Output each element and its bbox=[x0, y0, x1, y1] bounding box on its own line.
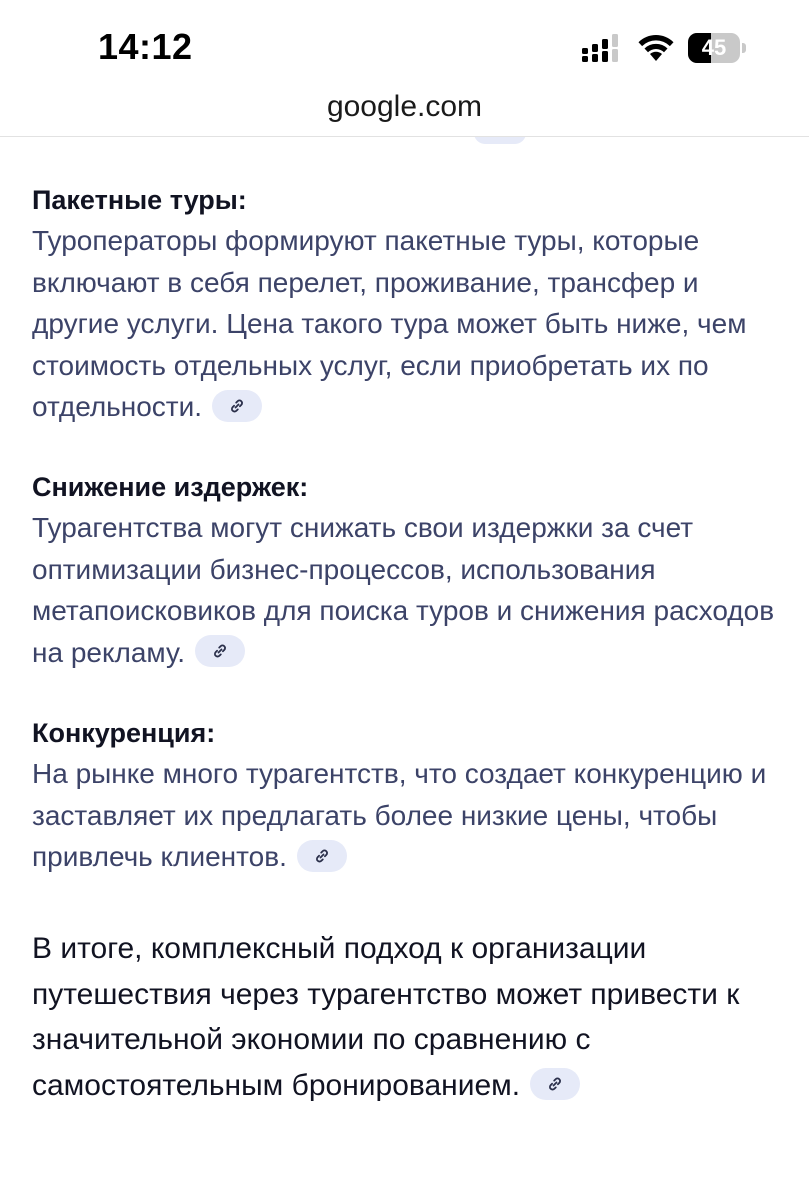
section-heading: Снижение издержек: bbox=[32, 472, 309, 502]
battery-icon bbox=[688, 33, 748, 63]
link-icon bbox=[212, 643, 228, 659]
source-link-button[interactable] bbox=[530, 1068, 580, 1100]
status-bar bbox=[0, 0, 809, 90]
link-icon bbox=[229, 398, 245, 414]
battery-cap bbox=[742, 43, 746, 53]
section-text: Туроператоры формируют пакетные туры, которые включают в себя перелет, проживание, трансфер и другие услуги. Цена такого тура может быть ниже, чем стоимость отдельных услуг, если приобретать их по отдельности. bbox=[32, 225, 747, 422]
section-competition bbox=[32, 713, 792, 878]
status-time: 14:12 bbox=[98, 26, 193, 67]
section-package-tours bbox=[32, 180, 792, 428]
cellular-signal-icon bbox=[582, 34, 626, 62]
wifi-icon bbox=[636, 33, 676, 63]
link-icon bbox=[547, 1076, 563, 1092]
address-domain[interactable]: google.com bbox=[326, 90, 483, 123]
summary-paragraph: В итоге, комплексный подход к организации путешествия через турагентство может привести к значительной экономии по сравнению с самостоятельным бронированием. bbox=[32, 932, 740, 1102]
link-icon bbox=[314, 848, 330, 864]
section-heading: Пакетные туры: bbox=[32, 185, 247, 215]
source-link-button[interactable] bbox=[297, 840, 347, 872]
battery-body bbox=[688, 33, 740, 63]
section-text: На рынке много турагентств, что создает конкуренцию и заставляет их предлагать более низкие цены, чтобы привлечь клиентов. bbox=[32, 758, 767, 872]
source-link-button[interactable] bbox=[195, 635, 245, 667]
source-link-button[interactable] bbox=[212, 390, 262, 422]
section-heading: Конкуренция: bbox=[32, 718, 216, 748]
section-text: Турагентства могут снижать свои издержки за счет оптимизации бизнес-процессов, использования метапоисковиков для поиска туров и снижения расходов на рекламу. bbox=[32, 512, 775, 668]
section-cost-reduction bbox=[32, 467, 792, 673]
battery-level: 45 bbox=[701, 35, 727, 60]
address-bar[interactable] bbox=[0, 82, 809, 137]
